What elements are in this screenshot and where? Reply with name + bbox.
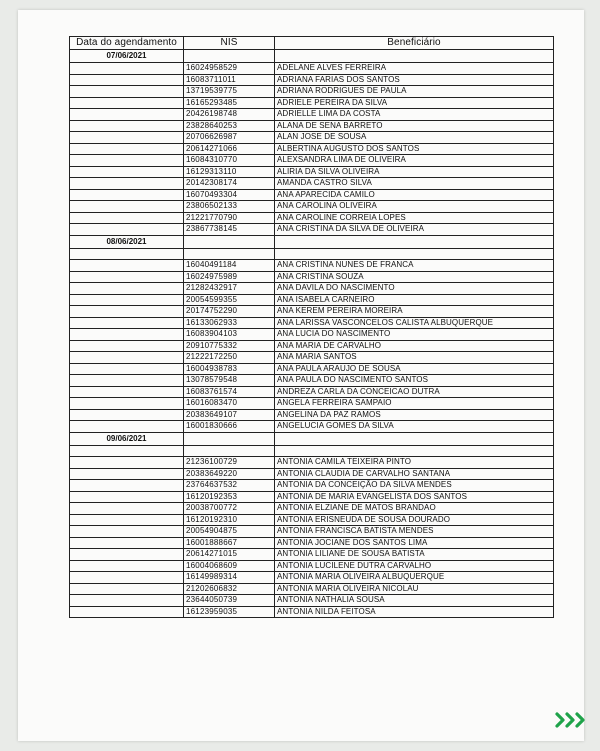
date-cell [70, 132, 184, 144]
nis-cell: 20174752290 [184, 306, 275, 318]
date-cell [70, 317, 184, 329]
table-row [70, 294, 554, 306]
nis-cell: 16070493304 [184, 189, 275, 201]
date-cell [70, 421, 184, 433]
table-row [70, 260, 554, 272]
nis-cell: 16083904103 [184, 329, 275, 341]
date-cell [70, 480, 184, 492]
date-cell [70, 109, 184, 121]
date-cell [70, 363, 184, 375]
nis-cell: 16040491184 [184, 260, 275, 272]
table-row [70, 283, 554, 295]
nis-cell: 23867738145 [184, 224, 275, 236]
document-page [18, 10, 584, 741]
date-cell [70, 329, 184, 341]
beneficiary-cell: ADRIANA FARIAS DOS SANTOS [275, 74, 554, 86]
date-cell [70, 375, 184, 387]
nis-cell: 16083761574 [184, 386, 275, 398]
date-cell [70, 63, 184, 75]
beneficiary-cell: ALEXSANDRA LIMA DE OLIVEIRA [275, 155, 554, 167]
nis-cell: 23644050739 [184, 595, 275, 607]
table-row [70, 63, 554, 75]
beneficiary-cell: ANA CAROLINA OLIVEIRA [275, 201, 554, 213]
nis-cell: 16165293485 [184, 97, 275, 109]
table-row [70, 503, 554, 515]
beneficiary-cell: ANA PAULA DO NASCIMENTO SANTOS [275, 375, 554, 387]
date-cell [70, 260, 184, 272]
beneficiary-cell: ANA MARIA DE CARVALHO [275, 340, 554, 352]
table-row [70, 340, 554, 352]
header-beneficiary: Beneficiário [275, 37, 554, 50]
nis-cell: 16123959035 [184, 606, 275, 618]
table-row [70, 409, 554, 421]
date-group-row [70, 50, 554, 63]
date-cell [70, 189, 184, 201]
date-cell [70, 306, 184, 318]
nis-cell: 20038700772 [184, 503, 275, 515]
table-row [70, 109, 554, 121]
empty-cell [275, 248, 554, 260]
date-cell [70, 457, 184, 469]
beneficiary-cell: ADRIELLE LIMA DA COSTA [275, 109, 554, 121]
beneficiary-cell: ANTONIA FRANCISCA BATISTA MENDES [275, 526, 554, 538]
schedule-table [69, 36, 554, 618]
nis-cell: 16120192353 [184, 491, 275, 503]
beneficiary-cell: ANTONIA ERISNEUDA DE SOUSA DOURADO [275, 514, 554, 526]
empty-cell [184, 432, 275, 445]
date-cell [70, 283, 184, 295]
empty-cell [275, 235, 554, 248]
nis-cell: 16120192310 [184, 514, 275, 526]
beneficiary-cell: ANGELA FERREIRA SAMPAIO [275, 398, 554, 410]
table-body [70, 50, 554, 618]
table-row [70, 583, 554, 595]
nis-cell: 13719539775 [184, 86, 275, 98]
empty-cell [184, 235, 275, 248]
date-cell [70, 97, 184, 109]
nis-cell: 20426198748 [184, 109, 275, 121]
empty-cell [184, 50, 275, 63]
empty-cell [184, 248, 275, 260]
table-row [70, 178, 554, 190]
table-row [70, 224, 554, 236]
date-cell [70, 409, 184, 421]
beneficiary-cell: ADRIELE PEREIRA DA SILVA [275, 97, 554, 109]
header-date: Data do agendamento [70, 37, 184, 50]
nis-cell: 21236100729 [184, 457, 275, 469]
date-cell [70, 201, 184, 213]
table-row [70, 537, 554, 549]
beneficiary-cell: ANDREZA CARLA DA CONCEICAO DUTRA [275, 386, 554, 398]
date-cell [70, 224, 184, 236]
beneficiary-cell: AMANDA CASTRO SILVA [275, 178, 554, 190]
table-row [70, 595, 554, 607]
beneficiary-cell: ALANA DE SENA BARRETO [275, 120, 554, 132]
table-row [70, 132, 554, 144]
date-cell [70, 155, 184, 167]
beneficiary-cell: ANTONIA MARIA OLIVEIRA ALBUQUERQUE [275, 572, 554, 584]
header-nis: NIS [184, 37, 275, 50]
beneficiary-cell: ANTONIA DE MARIA EVANGELISTA DOS SANTOS [275, 491, 554, 503]
table-row [70, 155, 554, 167]
table-row [70, 375, 554, 387]
group-date: 09/06/2021 [70, 432, 184, 445]
date-group-row [70, 432, 554, 445]
nis-cell: 16149989314 [184, 572, 275, 584]
date-cell [70, 178, 184, 190]
table-row [70, 201, 554, 213]
beneficiary-cell: ANA LARISSA VASCONCELOS CALISTA ALBUQUERQUE [275, 317, 554, 329]
table-row [70, 606, 554, 618]
beneficiary-cell: ANA CRISTINA NUNES DE FRANCA [275, 260, 554, 272]
table-row [70, 352, 554, 364]
beneficiary-cell: ANA MARIA SANTOS [275, 352, 554, 364]
table-row [70, 549, 554, 561]
date-cell [70, 606, 184, 618]
table-row [70, 491, 554, 503]
beneficiary-cell: ANTONIA LUCILENE DUTRA CARVALHO [275, 560, 554, 572]
nis-cell: 16004068609 [184, 560, 275, 572]
nis-cell: 20706626987 [184, 132, 275, 144]
date-cell [70, 120, 184, 132]
table-row [70, 329, 554, 341]
beneficiary-cell: ALAN JOSE DE SOUSA [275, 132, 554, 144]
date-cell [70, 340, 184, 352]
date-cell [70, 583, 184, 595]
date-cell [70, 86, 184, 98]
date-cell [70, 549, 184, 561]
nis-cell: 16129313110 [184, 166, 275, 178]
nis-cell: 20614271066 [184, 143, 275, 155]
empty-cell [275, 432, 554, 445]
date-cell [70, 74, 184, 86]
empty-cell [184, 445, 275, 457]
beneficiary-cell: ANTONIA JOCIANE DOS SANTOS LIMA [275, 537, 554, 549]
table-row [70, 468, 554, 480]
table-row [70, 560, 554, 572]
beneficiary-cell: ALIRIA DA SILVA OLIVEIRA [275, 166, 554, 178]
beneficiary-cell: ANTONIA NILDA FEITOSA [275, 606, 554, 618]
nis-cell: 23806502133 [184, 201, 275, 213]
beneficiary-cell: ANGELUCIA GOMES DA SILVA [275, 421, 554, 433]
date-cell [70, 491, 184, 503]
beneficiary-cell: ADRIANA RODRIGUES DE PAULA [275, 86, 554, 98]
beneficiary-cell: ANA PAULA ARAUJO DE SOUSA [275, 363, 554, 375]
table-row [70, 271, 554, 283]
table-row [70, 572, 554, 584]
beneficiary-cell: ALBERTINA AUGUSTO DOS SANTOS [275, 143, 554, 155]
nis-cell: 16001888667 [184, 537, 275, 549]
beneficiary-cell: ANTONIA NATHALIA SOUSA [275, 595, 554, 607]
date-cell [70, 468, 184, 480]
beneficiary-cell: ANA CRISTINA SOUZA [275, 271, 554, 283]
nis-cell: 23828640253 [184, 120, 275, 132]
date-group-row [70, 235, 554, 248]
beneficiary-cell: ADELANE ALVES FERREIRA [275, 63, 554, 75]
nis-cell: 16016083470 [184, 398, 275, 410]
nis-cell: 16024958529 [184, 63, 275, 75]
empty-cell [70, 248, 184, 260]
nis-cell: 16024975989 [184, 271, 275, 283]
beneficiary-cell: ANA ISABELA CARNEIRO [275, 294, 554, 306]
nis-cell: 20383649220 [184, 468, 275, 480]
nis-cell: 20054599355 [184, 294, 275, 306]
date-cell [70, 166, 184, 178]
date-cell [70, 271, 184, 283]
date-cell [70, 386, 184, 398]
table-row [70, 166, 554, 178]
nis-cell: 20383649107 [184, 409, 275, 421]
beneficiary-cell: ANTONIA CAMILA TEIXEIRA PINTO [275, 457, 554, 469]
nis-cell: 16083711011 [184, 74, 275, 86]
beneficiary-cell: ANA LUCIA DO NASCIMENTO [275, 329, 554, 341]
date-cell [70, 537, 184, 549]
beneficiary-cell: ANGELINA DA PAZ RAMOS [275, 409, 554, 421]
beneficiary-cell: ANTONIA LILIANE DE SOUSA BATISTA [275, 549, 554, 561]
nis-cell: 20910775332 [184, 340, 275, 352]
nis-cell: 21221770790 [184, 212, 275, 224]
date-cell [70, 143, 184, 155]
date-cell [70, 572, 184, 584]
table-row [70, 363, 554, 375]
beneficiary-cell: ANA KEREM PEREIRA MOREIRA [275, 306, 554, 318]
nis-cell: 21202606832 [184, 583, 275, 595]
nis-cell: 16084310770 [184, 155, 275, 167]
date-cell [70, 526, 184, 538]
group-date: 07/06/2021 [70, 50, 184, 63]
table-row [70, 143, 554, 155]
date-cell [70, 398, 184, 410]
nis-cell: 21282432917 [184, 283, 275, 295]
beneficiary-cell: ANA APARECIDA CAMILO [275, 189, 554, 201]
nis-cell: 20142308174 [184, 178, 275, 190]
nis-cell: 21222172250 [184, 352, 275, 364]
table-row [70, 97, 554, 109]
beneficiary-cell: ANA CRISTINA DA SILVA DE OLIVEIRA [275, 224, 554, 236]
table-row [70, 421, 554, 433]
date-cell [70, 560, 184, 572]
table-row [70, 317, 554, 329]
table-row [70, 514, 554, 526]
table-row [70, 526, 554, 538]
table-header-row [70, 37, 554, 50]
table-row [70, 120, 554, 132]
date-cell [70, 595, 184, 607]
empty-cell [275, 50, 554, 63]
table-row [70, 398, 554, 410]
table-row [70, 480, 554, 492]
date-cell [70, 212, 184, 224]
table-row [70, 189, 554, 201]
table-row [70, 74, 554, 86]
nis-cell: 13078579548 [184, 375, 275, 387]
nis-cell: 16133062933 [184, 317, 275, 329]
beneficiary-cell: ANTONIA DA CONCEIÇÃO DA SILVA MENDES [275, 480, 554, 492]
date-cell [70, 514, 184, 526]
table-row [70, 386, 554, 398]
table-row [70, 457, 554, 469]
group-date: 08/06/2021 [70, 235, 184, 248]
nis-cell: 23764637532 [184, 480, 275, 492]
table-row [70, 306, 554, 318]
nis-cell: 20614271015 [184, 549, 275, 561]
beneficiary-cell: ANTONIA ELZIANE DE MATOS BRANDAO [275, 503, 554, 515]
triple-chevron-right-icon[interactable] [554, 710, 588, 730]
blank-row [70, 248, 554, 260]
empty-cell [70, 445, 184, 457]
beneficiary-cell: ANTONIA CLAUDIA DE CARVALHO SANTANA [275, 468, 554, 480]
table-row [70, 212, 554, 224]
table-row [70, 86, 554, 98]
beneficiary-cell: ANA DAVILA DO NASCIMENTO [275, 283, 554, 295]
date-cell [70, 503, 184, 515]
beneficiary-cell: ANA CAROLINE CORREIA LOPES [275, 212, 554, 224]
date-cell [70, 294, 184, 306]
blank-row [70, 445, 554, 457]
date-cell [70, 352, 184, 364]
nis-cell: 16001830666 [184, 421, 275, 433]
empty-cell [275, 445, 554, 457]
beneficiary-cell: ANTONIA MARIA OLIVEIRA NICOLAU [275, 583, 554, 595]
nis-cell: 20054904875 [184, 526, 275, 538]
nis-cell: 16004938783 [184, 363, 275, 375]
